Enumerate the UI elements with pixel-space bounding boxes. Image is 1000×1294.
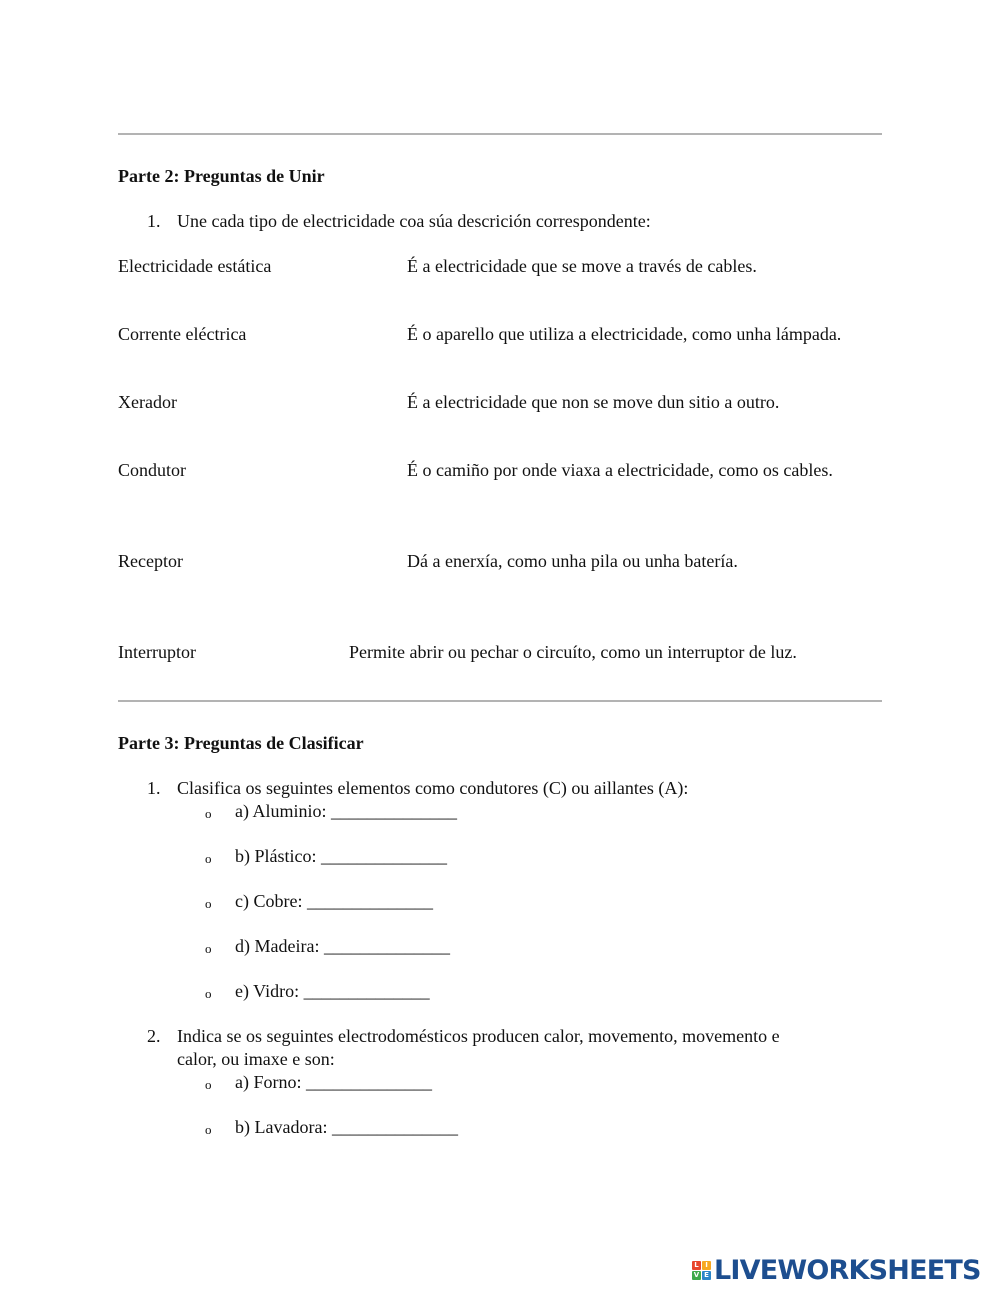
part3-q2-text-line1: Indica se os seguintes electrodomésticos producen calor, movemento, movemento e <box>177 1026 780 1046</box>
logo-text: LIVEWORKSHEETS <box>714 1254 981 1286</box>
logo-square-v: V <box>693 1270 700 1279</box>
bullet-icon: o <box>205 1077 212 1092</box>
bullet-icon: o <box>205 806 212 821</box>
classify-item-forno[interactable]: a) Forno: ______________ <box>235 1072 432 1092</box>
logo-square-l: L <box>692 1261 701 1270</box>
match-left-6[interactable]: Interruptor <box>118 642 196 662</box>
part3-q1-text: Clasifica os seguintes elementos como condutores (C) ou aillantes (A): <box>177 778 689 798</box>
classify-item-lavadora[interactable]: b) Lavadora: ______________ <box>235 1117 458 1137</box>
match-right-6[interactable]: Permite abrir ou pechar o circuíto, como un interruptor de luz. <box>349 642 797 662</box>
match-right-1[interactable]: É a electricidade que se move a través de cables. <box>407 256 757 276</box>
top-divider <box>118 133 882 135</box>
liveworksheets-logo <box>692 1254 981 1286</box>
match-right-3[interactable]: É a electricidade que non se move dun sitio a outro. <box>407 392 780 412</box>
part2-question-text: Une cada tipo de electricidade coa súa descrición correspondente: <box>177 211 651 231</box>
bullet-icon: o <box>205 941 212 956</box>
part3-q2-number: 2. <box>147 1026 161 1046</box>
match-right-2[interactable]: É o aparello que utiliza a electricidade, como unha lámpada. <box>407 324 842 344</box>
part3-q2-text-line2: calor, ou imaxe e son: <box>177 1049 335 1069</box>
bullet-icon: o <box>205 1122 212 1137</box>
part2-title: Parte 2: Preguntas de Unir <box>118 166 325 186</box>
classify-item-plastico[interactable]: b) Plástico: ______________ <box>235 846 447 866</box>
classify-item-vidro[interactable]: e) Vidro: ______________ <box>235 981 430 1001</box>
match-left-5[interactable]: Receptor <box>118 551 183 571</box>
logo-icon <box>692 1261 711 1280</box>
part3-title: Parte 3: Preguntas de Clasificar <box>118 733 364 753</box>
match-left-4[interactable]: Condutor <box>118 460 187 480</box>
match-left-1[interactable]: Electricidade estática <box>118 256 272 276</box>
logo-square-i: I <box>702 1261 711 1270</box>
classify-item-cobre[interactable]: c) Cobre: ______________ <box>235 891 433 911</box>
part3-q1-number: 1. <box>147 778 161 798</box>
classify-item-aluminio[interactable]: a) Aluminio: ______________ <box>235 801 457 821</box>
bullet-icon: o <box>205 851 212 866</box>
part2-question-number: 1. <box>147 211 161 231</box>
match-left-3[interactable]: Xerador <box>118 392 177 412</box>
match-right-4[interactable]: É o camiño por onde viaxa a electricidade, como os cables. <box>407 460 833 480</box>
bullet-icon: o <box>205 986 212 1001</box>
classify-item-madeira[interactable]: d) Madeira: ______________ <box>235 936 450 956</box>
match-left-2[interactable]: Corrente eléctrica <box>118 324 247 344</box>
bullet-icon: o <box>205 896 212 911</box>
middle-divider <box>118 700 882 702</box>
logo-square-e: E <box>702 1271 711 1280</box>
match-right-5[interactable]: Dá a enerxía, como unha pila ou unha batería. <box>407 551 738 571</box>
